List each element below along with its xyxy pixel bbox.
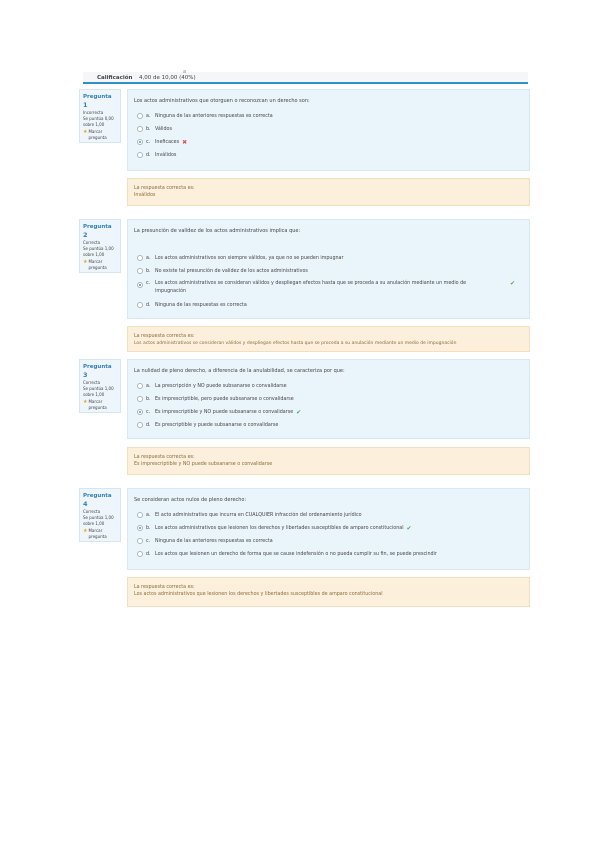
option-letter: d.: [146, 302, 151, 308]
radio-button[interactable]: [137, 302, 143, 308]
answer-option-d[interactable]: [137, 550, 437, 558]
option-text: Inválidos: [155, 152, 177, 158]
option-letter: b.: [146, 396, 151, 402]
incorrect-icon: ✖: [182, 138, 188, 146]
question-content-2: [127, 219, 530, 319]
grade-summary: [83, 69, 528, 84]
question-score: Se puntúa 1,00 sobre 1,00: [83, 515, 114, 526]
option-text: La prescripción y NO puede subsanarse o convalidarse: [155, 383, 287, 389]
answer-option-a[interactable]: [137, 511, 362, 519]
answer-option-b[interactable]: [137, 267, 308, 275]
question-status: Correcta: [83, 380, 101, 385]
option-letter: c.: [146, 281, 151, 286]
radio-button[interactable]: [137, 409, 143, 415]
option-text: Los actos que lesionen un derecho de forma que se cause indefensión o no pueda cumplir su fin, se puede prescindir: [155, 551, 437, 557]
option-letter: b.: [146, 268, 151, 274]
radio-button[interactable]: [137, 422, 143, 428]
answer-option-b[interactable]: [137, 125, 172, 133]
option-letter: a.: [146, 383, 151, 389]
option-text: Ineficaces: [155, 139, 180, 145]
flag-label: Marcar pregunta: [88, 528, 107, 539]
radio-button[interactable]: [137, 255, 143, 261]
answer-option-d[interactable]: [137, 421, 278, 429]
feedback-box-4: [127, 577, 530, 607]
question-score: Se puntúa 0,00 sobre 1,00: [83, 116, 114, 127]
question-score: Se puntúa 1,00 sobre 1,00: [83, 246, 114, 257]
option-text: Es imprescriptible y NO puede subsanarse o convalidarse: [155, 409, 294, 415]
feedback-label: La respuesta correcta es:: [134, 585, 195, 590]
radio-button[interactable]: [137, 396, 143, 402]
answer-option-c[interactable]: [137, 537, 273, 545]
option-letter: a.: [146, 113, 151, 119]
answer-option-d[interactable]: [137, 301, 247, 309]
radio-button[interactable]: [137, 525, 143, 531]
star-icon: ★: [83, 399, 88, 405]
option-text: Ninguna de las respuestas es correcta: [155, 302, 247, 308]
option-letter: a.: [146, 255, 151, 261]
radio-button[interactable]: [137, 538, 143, 544]
question-info-1: [79, 89, 121, 143]
question-content-3: [127, 359, 530, 439]
feedback-label: La respuesta correcta es:: [134, 186, 195, 191]
star-icon: ★: [83, 528, 88, 534]
radio-button[interactable]: [137, 551, 143, 557]
answer-option-c[interactable]: [137, 408, 301, 416]
option-text: No existe tal presunción de validez de los actos administrativos: [155, 268, 308, 274]
star-icon: ★: [83, 259, 88, 265]
option-text: Ninguna de las anteriores respuestas es correcta: [155, 113, 273, 119]
question-text: Los actos administrativos que otorguen o reconozcan un derecho son:: [134, 98, 310, 104]
feedback-answer: Inválidos: [134, 193, 156, 198]
option-letter: c.: [146, 538, 151, 544]
answer-option-b[interactable]: [137, 524, 412, 532]
flag-question-link[interactable]: [83, 129, 117, 141]
radio-button[interactable]: [137, 512, 143, 518]
option-text: Los actos administrativos que lesionen los derechos y libertades susceptibles de amparo constitucional: [155, 525, 404, 531]
radio-button[interactable]: [137, 126, 143, 132]
feedback-answer: Es imprescriptible y NO puede subsanarse o convalidarse: [134, 462, 273, 467]
question-status: Correcta: [83, 240, 101, 245]
grade-label: Calificación: [97, 75, 133, 81]
option-letter: d.: [146, 422, 151, 428]
radio-button[interactable]: [137, 139, 143, 145]
question-number: Pregunta 1: [83, 94, 112, 109]
star-icon: ★: [83, 129, 88, 135]
radio-button[interactable]: [137, 383, 143, 389]
question-number: Pregunta 4: [83, 493, 112, 508]
option-text: El acto administrativo que incurra en CUALQUIER infracción del ordenamiento jurídico: [155, 512, 362, 518]
radio-button[interactable]: [137, 113, 143, 119]
question-info-2: [79, 219, 121, 273]
question-info-3: [79, 359, 121, 413]
answer-option-c[interactable]: [137, 138, 187, 146]
question-text: Se consideran actos nulos de pleno derecho:: [134, 497, 247, 503]
question-status: Incorrecta: [83, 110, 104, 115]
option-letter: a.: [146, 512, 151, 518]
correct-icon: ✔: [296, 408, 302, 416]
answer-option-c[interactable]: [137, 280, 516, 296]
option-letter: b.: [146, 126, 151, 132]
flag-label: Marcar pregunta: [88, 399, 107, 410]
feedback-box-1: [127, 178, 530, 206]
option-text: Es prescriptible y puede subsanarse o convalidarse: [155, 422, 279, 428]
option-letter: c.: [146, 409, 151, 415]
question-text: La nulidad de pleno derecho, a diferencia de la anulabilidad, se caracteriza por que:: [134, 368, 345, 374]
flag-label: Marcar pregunta: [88, 259, 107, 270]
flag-question-link[interactable]: [83, 528, 117, 540]
question-score: Se puntúa 1,00 sobre 1,00: [83, 386, 114, 397]
feedback-label: La respuesta correcta es:: [134, 334, 195, 339]
answer-option-a[interactable]: [137, 254, 343, 262]
question-info-4: [79, 488, 121, 542]
option-text: Es imprescriptible, pero puede subsanarse o convalidarse: [155, 396, 294, 402]
option-text: Válidos: [155, 126, 172, 132]
question-content-4: [127, 488, 530, 570]
question-number: Pregunta 3: [83, 364, 112, 379]
feedback-label: La respuesta correcta es:: [134, 455, 195, 460]
radio-button[interactable]: [137, 282, 143, 288]
correct-icon: ✔: [406, 524, 412, 532]
feedback-answer: Los actos administrativos se consideran válidos y despliegan efectos hasta que se proceda a su anulación mediante un medio de impugnación: [134, 341, 457, 346]
question-text: La presunción de validez de los actos administrativos implica que:: [134, 228, 301, 234]
grade-top-mark: a: [183, 69, 187, 75]
option-letter: c.: [146, 139, 151, 145]
option-text: Los actos administrativos se consideran válidos y despliegan efectos hasta que se proceda a su anulación mediante un medio de impugnación: [155, 281, 467, 294]
flag-label: Marcar pregunta: [88, 129, 107, 140]
question-number: Pregunta 2: [83, 224, 112, 239]
option-letter: b.: [146, 525, 151, 531]
correct-icon: ✔: [510, 280, 516, 287]
option-text: Ninguna de las anteriores respuestas es correcta: [155, 538, 273, 544]
flag-question-link[interactable]: [83, 259, 117, 271]
option-text: Los actos administrativos son siempre válidos, ya que no se pueden impugnar: [155, 255, 344, 261]
radio-button[interactable]: [137, 268, 143, 274]
option-letter: d.: [146, 152, 151, 158]
answer-option-a[interactable]: [137, 112, 273, 120]
feedback-box-3: [127, 447, 530, 475]
feedback-box-2: [127, 326, 530, 352]
option-letter: d.: [146, 551, 151, 557]
answer-option-a[interactable]: [137, 382, 287, 390]
question-content-1: [127, 89, 530, 171]
answer-option-b[interactable]: [137, 395, 294, 403]
grade-value: 4,00 de 10,00 (40%): [139, 75, 196, 81]
question-status: Correcta: [83, 509, 101, 514]
flag-question-link[interactable]: [83, 399, 117, 411]
answer-option-d[interactable]: [137, 151, 176, 159]
radio-button[interactable]: [137, 152, 143, 158]
feedback-answer: Los actos administrativos que lesionen los derechos y libertades susceptibles de amparo constitucional: [134, 592, 383, 597]
